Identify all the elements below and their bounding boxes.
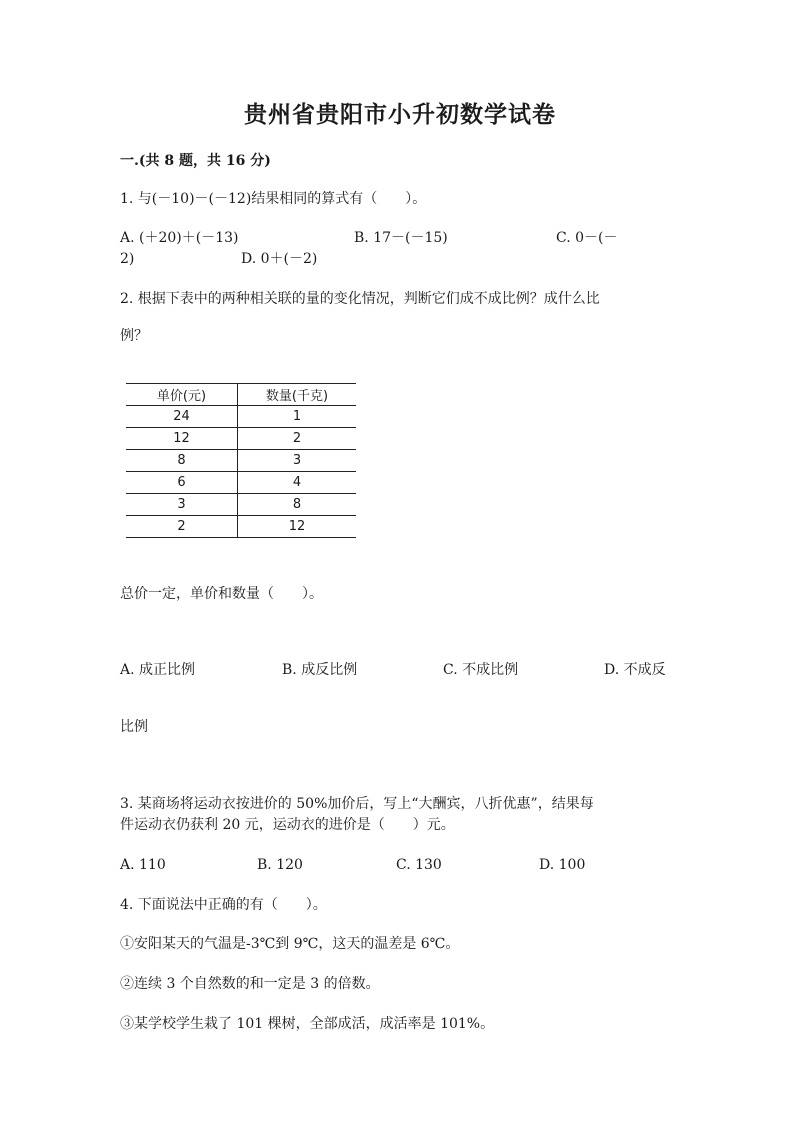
question-1-option-c: C. 0－(－ [556, 230, 618, 246]
question-1-option-c-wrap: 2) [120, 251, 135, 267]
question-4-statement-1: ①安阳某天的气温是-3℃到 9℃，这天的温差是 6℃。 [120, 936, 460, 952]
table-cell: 2 [126, 516, 238, 538]
question-2-stem-line-2: 例？ [120, 328, 148, 344]
question-2-option-d: D. 不成反 [604, 662, 666, 678]
table-cell: 4 [238, 472, 357, 494]
question-2-option-a: A. 成正比例 [120, 662, 196, 678]
table-row [126, 450, 356, 472]
question-3-option-a: A. 110 [120, 857, 166, 873]
question-3-stem-line-2: 件运动衣仍获利 20 元，运动衣的进价是（ ）元。 [120, 817, 455, 833]
question-3-option-b: B. 120 [257, 857, 303, 873]
table-cell: 8 [238, 494, 357, 516]
table-header-quantity: 数量(千克) [238, 384, 357, 406]
question-2-stem-line-1: 2. 根据下表中的两种相关联的量的变化情况，判断它们成不成比例？成什么比 [120, 291, 600, 307]
table-cell: 12 [126, 428, 238, 450]
table-cell: 2 [238, 428, 357, 450]
table-cell: 3 [238, 450, 357, 472]
page-title: 贵州省贵阳市小升初数学试卷 [244, 101, 556, 128]
question-4-stem: 4. 下面说法中正确的有（ ）。 [120, 897, 327, 913]
question-1-option-b: B. 17－(－15) [354, 230, 448, 246]
question-2-option-d-wrap: 比例 [120, 719, 148, 735]
question-4-statement-2: ②连续 3 个自然数的和一定是 3 的倍数。 [120, 976, 380, 992]
table-row [126, 516, 356, 538]
question-3-option-c: C. 130 [396, 857, 442, 873]
table-cell: 1 [238, 406, 357, 428]
section-heading: 一.(共 8 题，共 16 分) [120, 153, 271, 169]
table-row [126, 406, 356, 428]
table-row [126, 428, 356, 450]
table-header-row [126, 384, 356, 406]
question-2-option-b: B. 成反比例 [282, 662, 358, 678]
table-cell: 8 [126, 450, 238, 472]
table-header-unit-price: 单价(元) [126, 384, 238, 406]
question-1-option-d: D. 0＋(－2) [241, 251, 318, 267]
question-1-option-a: A. (＋20)＋(－13) [120, 230, 239, 246]
table-cell: 12 [238, 516, 357, 538]
table-row [126, 472, 356, 494]
table-row [126, 494, 356, 516]
question-1-stem: 1. 与(－10)－(－12)结果相同的算式有（ ）。 [120, 191, 427, 207]
table-cell: 3 [126, 494, 238, 516]
question-2-prompt: 总价一定，单价和数量（ ）。 [120, 586, 323, 602]
table-cell: 6 [126, 472, 238, 494]
question-3-option-d: D. 100 [539, 857, 586, 873]
table-cell: 24 [126, 406, 238, 428]
question-2-option-c: C. 不成比例 [443, 662, 519, 678]
question-3-stem-line-1: 3. 某商场将运动衣按进价的 50%加价后，写上“大酬宾，八折优惠”，结果每 [120, 796, 594, 812]
price-quantity-table [126, 383, 356, 538]
question-4-statement-3: ③某学校学生栽了 101 棵树，全部成活，成活率是 101%。 [120, 1016, 495, 1032]
